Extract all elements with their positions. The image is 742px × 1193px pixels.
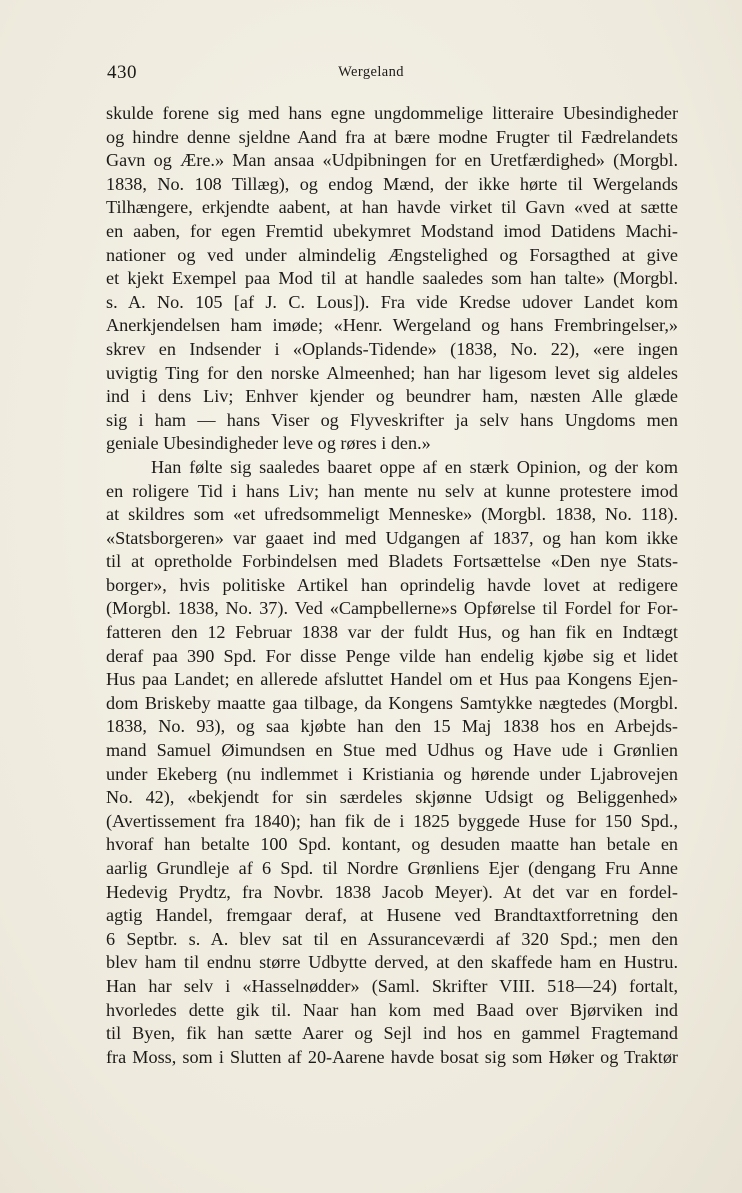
text-line: en roligere Tid i hans Liv; han mente nu selv at kunne protestere imod bbox=[106, 480, 678, 501]
text-line: agtig Handel, fremgaar deraf, at Husene ved Brandtaxtforretning den bbox=[106, 905, 678, 926]
text-line: uvigtig Ting for den norske Almeenhed; han har ligesom levet sig aldeles bbox=[106, 362, 678, 383]
text-line: under Ekeberg (nu indlemmet i Kristiania og hørende under Ljabrovejen bbox=[106, 763, 678, 784]
text-line: en aaben, for egen Fremtid ubekymret Modstand imod Datidens Machi- bbox=[106, 220, 678, 241]
text-line: Gavn og Ære.» Man ansaa «Udpibningen for en Uretfærdighed» (Morgbl. bbox=[106, 150, 678, 171]
paragraph-first-line: Han følte sig saaledes baaret oppe af en stærk Opinion, og der kom bbox=[151, 456, 678, 477]
text-line: Han har selv i «Hasselnødder» (Saml. Skrifter VIII. 518—24) fortalt, bbox=[106, 975, 678, 996]
text-line: deraf paa 390 Spd. For disse Penge vilde han endelig kjøbe sig et lidet bbox=[106, 645, 678, 666]
text-line: (Avertissement fra 1840); han fik de i 1825 byggede Huse for 150 Spd., bbox=[106, 810, 678, 831]
text-line: (Morgbl. 1838, No. 37). Ved «Campbellerne»s Opførelse til Fordel for For- bbox=[106, 598, 678, 619]
text-line: No. 42), «bekjendt for sin særdeles skjønne Udsigt og Beliggenhed» bbox=[106, 787, 678, 808]
running-title: Wergeland bbox=[338, 64, 404, 80]
text-line: skrev en Indsender i «Oplands-Tidende» (1838, No. 22), «ere ingen bbox=[106, 338, 678, 359]
text-line: til Byen, fik han sætte Aarer og Sejl ind hos en gammel Fragtemand bbox=[106, 1023, 678, 1044]
text-line: Tilhængere, erkjendte aabent, at han havde virket til Gavn «ved at sætte bbox=[106, 197, 678, 218]
text-line: skulde forene sig med hans egne ungdommelige litteraire Ubesindigheder bbox=[106, 103, 678, 123]
text-line: til at opretholde Forbindelsen med Bladets Fortsættelse «Den nye Stats- bbox=[106, 551, 678, 572]
text-line: borger», hvis politiske Artikel han oprindelig havde lovet at redigere bbox=[106, 574, 678, 595]
text-line: nationer og ved under almindelig Ængstelighed og Forsagthed at give bbox=[106, 244, 678, 265]
text-line: hvoraf han betalte 100 Spd. kontant, og desuden maatte han betale en bbox=[106, 834, 678, 855]
text-line: et kjekt Exempel paa Mod til at handle saaledes som han talte» (Morgbl. bbox=[106, 268, 678, 289]
text-line: fatteren den 12 Februar 1838 var der fuldt Hus, og han fik en Indtægt bbox=[106, 622, 678, 643]
text-line: dom Briskeby maatte gaa tilbage, da Kongens Samtykke nægtedes (Morgbl. bbox=[106, 692, 678, 713]
text-line: hvorledes dette gik til. Naar han kom med Baad over Bjørviken ind bbox=[106, 999, 678, 1020]
text-line: 1838, No. 108 Tillæg), og endog Mænd, der ikke hørte til Wergelands bbox=[106, 173, 678, 194]
text-line: 6 Septbr. s. A. blev sat til en Assuranceværdi af 320 Spd.; men den bbox=[106, 928, 678, 949]
text-line: sig i ham — hans Viser og Flyveskrifter ja selv hans Ungdoms men bbox=[106, 409, 678, 430]
text-line: «Statsborgeren» var gaaet ind med Udgangen af 1837, og han kom ikke bbox=[106, 527, 678, 548]
page-number: 430 bbox=[107, 62, 137, 83]
text-line: at skildres som «et ufredsommeligt Menneske» (Morgbl. 1838, No. 118). bbox=[106, 504, 678, 525]
body-text bbox=[106, 102, 678, 1069]
text-line: ind i dens Liv; Enhver kjender og beundrer ham, næsten Alle glæde bbox=[106, 386, 678, 407]
text-line: 1838, No. 93), og saa kjøbte han den 15 Maj 1838 hos en Arbejds- bbox=[106, 716, 678, 737]
text-line: aarlig Grundleje af 6 Spd. til Nordre Grønliens Ejer (dengang Fru Anne bbox=[106, 858, 678, 878]
text-line: Anerkjendelsen ham imøde; «Henr. Wergeland og hans Frembringelser,» bbox=[106, 315, 678, 336]
text-line: og hindre denne sjeldne Aand fra at bære modne Frugter til Fædrelandets bbox=[106, 126, 678, 147]
text-line: geniale Ubesindigheder leve og røres i den.» bbox=[106, 433, 431, 454]
text-line: s. A. No. 105 [af J. C. Lous]). Fra vide Kredse udover Landet kom bbox=[106, 291, 678, 312]
text-line: Hus paa Landet; en allerede afsluttet Handel om et Hus paa Kongens Ejen- bbox=[106, 669, 678, 690]
text-line: blev ham til endnu større Udbytte derved, at den skaffede ham en Hustru. bbox=[106, 952, 678, 973]
text-line: Hedevig Prydtz, fra Novbr. 1838 Jacob Meyer). At det var en fordel- bbox=[106, 881, 678, 902]
text-line: fra Moss, som i Slutten af 20-Aarene havde bosat sig som Høker og Traktør bbox=[106, 1046, 678, 1067]
text-line: mand Samuel Øimundsen en Stue med Udhus og Have ude i Grønlien bbox=[106, 740, 678, 761]
